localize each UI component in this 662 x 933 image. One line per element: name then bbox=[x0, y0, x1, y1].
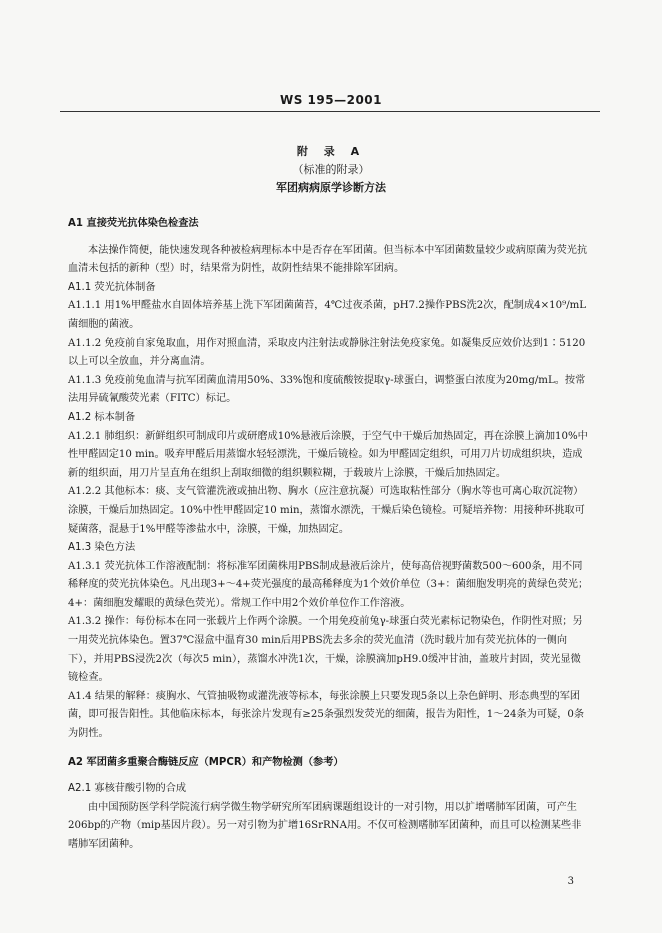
section-a1-1-1: A1.1.1 用1%甲醛盐水自固体培养基上洗下军团菌菌苔，4℃过夜杀菌，pH7.2操作PBS洗2次，配制成4×10⁹/mL菌细胞的菌液。 bbox=[68, 300, 587, 330]
section-a1-1-3: A1.1.3 免疫前兔血清与抗军团菌血清用50%、33%饱和度硫酸铵提取γ-球蛋白，调整蛋白浓度为20mg/mL。按常法用异硫氰酸荧光素（FITC）标记。 bbox=[68, 374, 586, 405]
section-a1-1-2: A1.1.2 免疫前自家兔取血，用作对照血清，采取皮内注射法或静脉注射法免疫家兔。如凝集反应效价达到1∶5120以上可以全放血，并分离血清。 bbox=[68, 337, 586, 368]
section-a2-heading: A2 军团菌多重聚合酶链反应（MPCR）和产物检测（参考） bbox=[68, 756, 344, 768]
section-a1-intro: 本法操作简便，能快速发现各种被检病理标本中是否存在军团菌。但当标本中军团菌数量较少或病原菌为荧光抗血清未包括的新种（型）时，结果常为阴性，故阴性结果不能排除军团病。 bbox=[68, 244, 588, 275]
section-a1-2-heading: A1.2 标本制备 bbox=[68, 411, 136, 423]
section-a1-2-1: A1.2.1 肺组织：新鲜组织可制成印片或研磨成10%悬液后涂膜，于空气中干燥后加热固定，再在涂膜上滴加10%中性甲醛固定10 min。吸弃甲醛后用蒸馏水轻轻漂洗，干燥后镜检。如为甲醛固定组织，可用刀片切成组织块，造成新的组织面，用刀片呈直角在组织上刮取细微的组织颗粒糊，于载玻片上涂膜，干燥后加热固定。 bbox=[68, 430, 588, 479]
header-rule bbox=[60, 111, 600, 112]
document-body bbox=[68, 215, 590, 855]
section-a1-4: A1.4 结果的解释：痰胸水、气管抽吸物或灌洗液等标本，每张涂膜上只要发现5条以上杂色鲜明、形态典型的军团菌，即可报告阳性。其他临床标本，每张涂片发现有≥25条强烈发荧光的细菌，报告为阳性，1～24条为可疑，0条为阴性。 bbox=[68, 690, 585, 740]
appendix-name: 军团病病原学诊断方法 bbox=[276, 181, 386, 194]
section-a1-2-2: A1.2.2 其他标本：痰、支气管灌洗液或抽出物、胸水（应注意抗凝）可选取粘性部分（胸水等也可离心取沉淀物）涂膜，干燥后加热固定。10%中性甲醛固定10 min，蒸馏水漂洗，干燥后染色镜检。可疑培养物：用接种环挑取可疑菌落，混悬于1%甲醛等渗盐水中，涂膜，干燥，加热固定。 bbox=[68, 486, 585, 535]
standard-code-header: WS 195—2001 bbox=[279, 93, 382, 107]
section-a2-1-heading: A2.1 寡核苷酸引物的合成 bbox=[68, 783, 187, 795]
section-a2-1-text: 由中国预防医学科学院流行病学微生物学研究所军团病课题组设计的一对引物，用以扩增嗜肺军团菌，可产生206bp的产物（mip基因片段）。另一对引物为扩增16SrRNA用。不仅可检测嗜肺军团菌种，而且可以检测某些非嗜肺军团菌种。 bbox=[68, 801, 582, 850]
page-number: 3 bbox=[567, 876, 574, 887]
section-a1-heading: A1 直接荧光抗体染色检查法 bbox=[68, 218, 199, 229]
appendix-subtitle: （标准的附录） bbox=[292, 163, 370, 176]
appendix-title: 附 录 A bbox=[296, 145, 366, 158]
section-a1-3-1: A1.3.1 荧光抗体工作溶液配制：将标准军团菌株用PBS制成悬液后涂片，使每高倍视野菌数500～600条，用不同稀释度的荧光抗体染色。凡出现3+～4+荧光强度的最高稀释度为1个效价单位（3+：菌细胞发明亮的黄绿色荧光；4+：菌细胞发耀眼的黄绿色荧光）。常规工作中用2个效价单位作工作溶液。 bbox=[68, 560, 589, 609]
section-a1-3-2: A1.3.2 操作：每份标本在同一张载片上作两个涂膜。一个用免疫前兔γ-球蛋白荧光素标记物染色，作阴性对照；另一用荧光抗体染色。置37℃湿盒中温育30 min后用PBS洗去多余的荧光血清（洗时载片加有荧光抗体的一侧向下），并用PBS浸洗2次（每次5 min），蒸馏水冲洗1次，干燥，涂膜滴加pH9.0缓冲甘油，盖玻片封固，荧光显微镜检查。 bbox=[68, 616, 583, 684]
section-a1-3-heading: A1.3 染色方法 bbox=[68, 542, 136, 554]
section-a1-1-heading: A1.1 荧光抗体制备 bbox=[68, 281, 156, 293]
